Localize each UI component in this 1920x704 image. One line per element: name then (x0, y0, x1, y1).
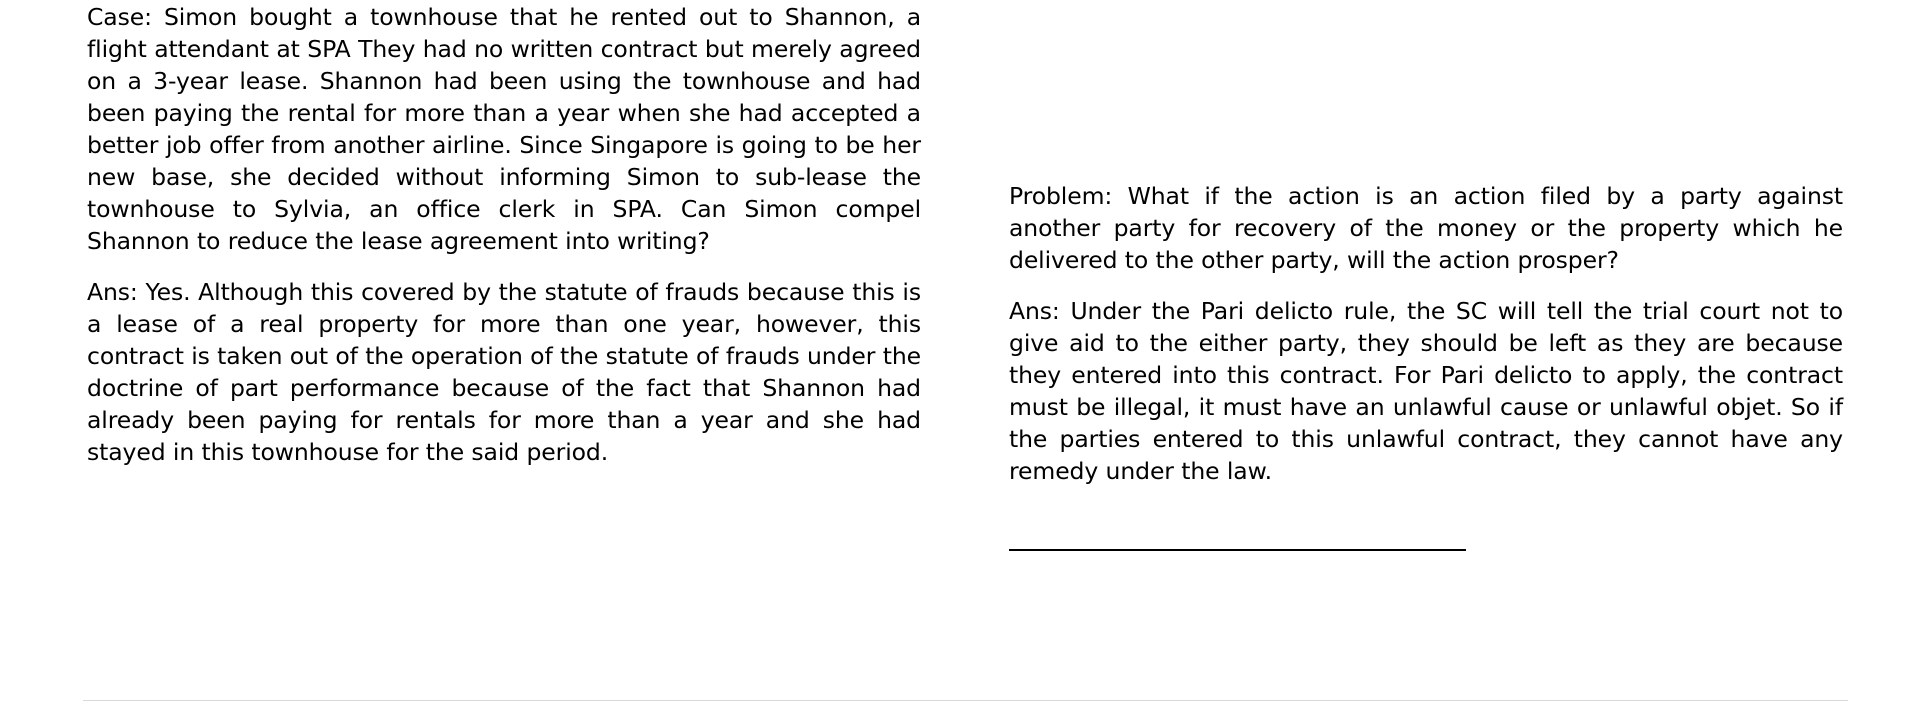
problem-paragraph: Problem: What if the action is an action filed by a party against another party for recovery of the money or the property which he delivered to the other party, will the action prosper? (1009, 182, 1843, 274)
footnote-separator-line (1009, 549, 1466, 551)
case-answer-paragraph: Ans: Yes. Although this covered by the statute of frauds because this is a lease of a real property for more than one year, however, this contract is taken out of the operation of the statute of frauds under the doctrine of part performance because of the fact that Shannon had already been paying for rentals for more than a year and she had stayed in this townhouse for the said period. (87, 278, 921, 466)
right-column (1009, 180, 1843, 487)
page-bottom-border (83, 700, 1848, 701)
case-paragraph: Case: Simon bought a townhouse that he rented out to Shannon, a flight attendant at SPA They had no written contract but merely agreed on a 3-year lease. Shannon had been using the townhouse and had been paying the rental for more than a year when she had accepted a better job offer from another airline. Since Singapore is going to be her new base, she decided without informing Simon to sub-lease the townhouse to Sylvia, an office clerk in SPA. Can Simon compel Shannon to reduce the lease agreement into writing? (87, 3, 921, 255)
problem-answer-paragraph: Ans: Under the Pari delicto rule, the SC will tell the trial court not to give aid to the either party, they should be left as they are because they entered into this contract. For Pari delicto to apply, the contract must be illegal, it must have an unlawful cause or unlawful objet. So if the parties entered to this unlawful contract, they cannot have any remedy under the law. (1009, 297, 1843, 485)
left-column (87, 0, 921, 468)
